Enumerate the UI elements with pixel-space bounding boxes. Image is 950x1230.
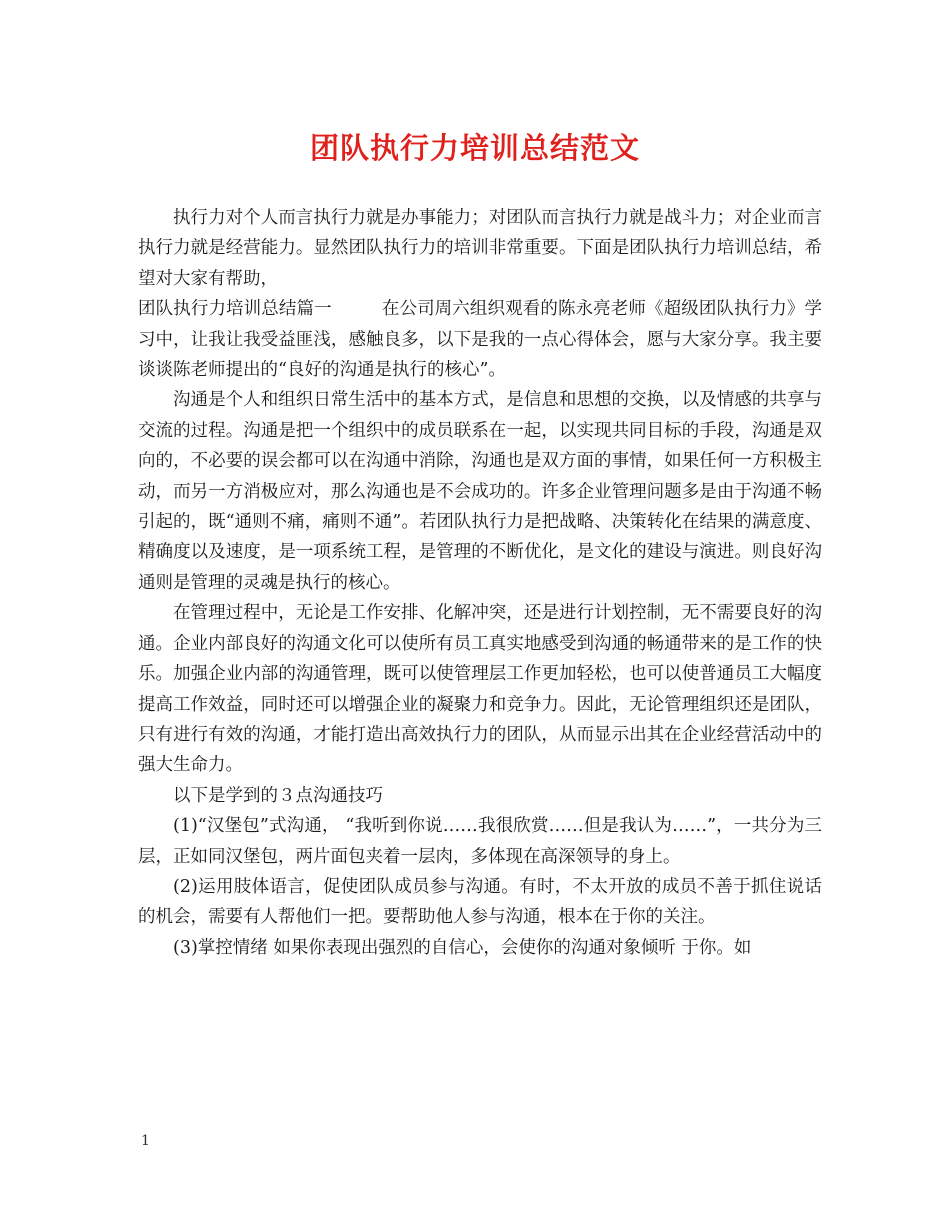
paragraph-skill-3: (3)掌控情绪 如果你表现出强烈的自信心，会使你的沟通对象倾听 于你。如 bbox=[173, 937, 752, 958]
document-title: 团队执行力培训总结范文 bbox=[309, 131, 640, 165]
paragraph-communication: 沟通是个人和组织日常生活中的基本方式，是信息和思想的交换，以及情感的共享与交流的过程。沟通是把一个组织中的成员联系在一起，以实现共同目标的手段，沟通是双向的，不必要的误会都可以在沟通中消除，沟通也是双方面的事情，如果任何一方积极主动，而另一方消极应对，那么沟通也是不会成功的。许多企业管理问题多是由于沟通不畅引起的，既“通则不痛，痛则不通”。若团队执行力是把战略、决策转化在结果的满意度、精确度以及速度，是一项系统工程，是管理的不断优化，是文化的建设与演进。则良好沟通则是管理的灵魂是执行的核心。 bbox=[138, 390, 822, 593]
paragraph-section-one bbox=[138, 294, 822, 385]
paragraph-management: 在管理过程中，无论是工作安排、化解冲突，还是进行计划控制，无不需要良好的沟通。企业内部良好的沟通文化可以使所有员工真实地感受到沟通的畅通带来的是工作的快乐。加强企业内部的沟通管理，既可以使管理层工作更加轻松，也可以使普通员工大幅度提高工作效益，同时还可以增强企业的凝聚力和竞争力。因此，无论管理组织还是团队，只有进行有效的沟通，才能打造出高效执行力的团队，从而显示出其在企业经营活动中的强大生命力。 bbox=[138, 603, 822, 776]
paragraph-skill-2: (2)运用肢体语言，促使团队成员参与沟通。有时，不太开放的成员不善于抓住说话的机会，需要有人帮他们一把。要帮助他人参与沟通，根本在于你的关注。 bbox=[138, 876, 822, 928]
section-heading: 团队执行力培训总结篇一 bbox=[138, 299, 332, 320]
paragraph-skill-1: (1)“汉堡包”式沟通， “我听到你说……我很欣赏……但是我认为……”，一共分为三层，正如同汉堡包，两片面包夹着一层肉，多体现在高深领导的身上。 bbox=[138, 816, 822, 867]
section-intro: 在公司周六组织观看的陈永亮老师《超级团队执行力》学习中，让我让我受益匪浅，感触良多，以下是我的一点心得体会，愿与大家分享。我主要谈谈陈老师提出的“良好的沟通是执行的核心”。 bbox=[138, 299, 823, 381]
page-number: 1 bbox=[141, 1133, 150, 1149]
document-body bbox=[138, 203, 822, 963]
paragraph-skills-intro: 以下是学到的３点沟通技巧 bbox=[173, 785, 383, 806]
paragraph-intro: 执行力对个人而言执行力就是办事能力；对团队而言执行力就是战斗力；对企业而言执行力就是经营能力。显然团队执行力的培训非常重要。下面是团队执行力培训总结，希望对大家有帮助， bbox=[138, 208, 822, 289]
